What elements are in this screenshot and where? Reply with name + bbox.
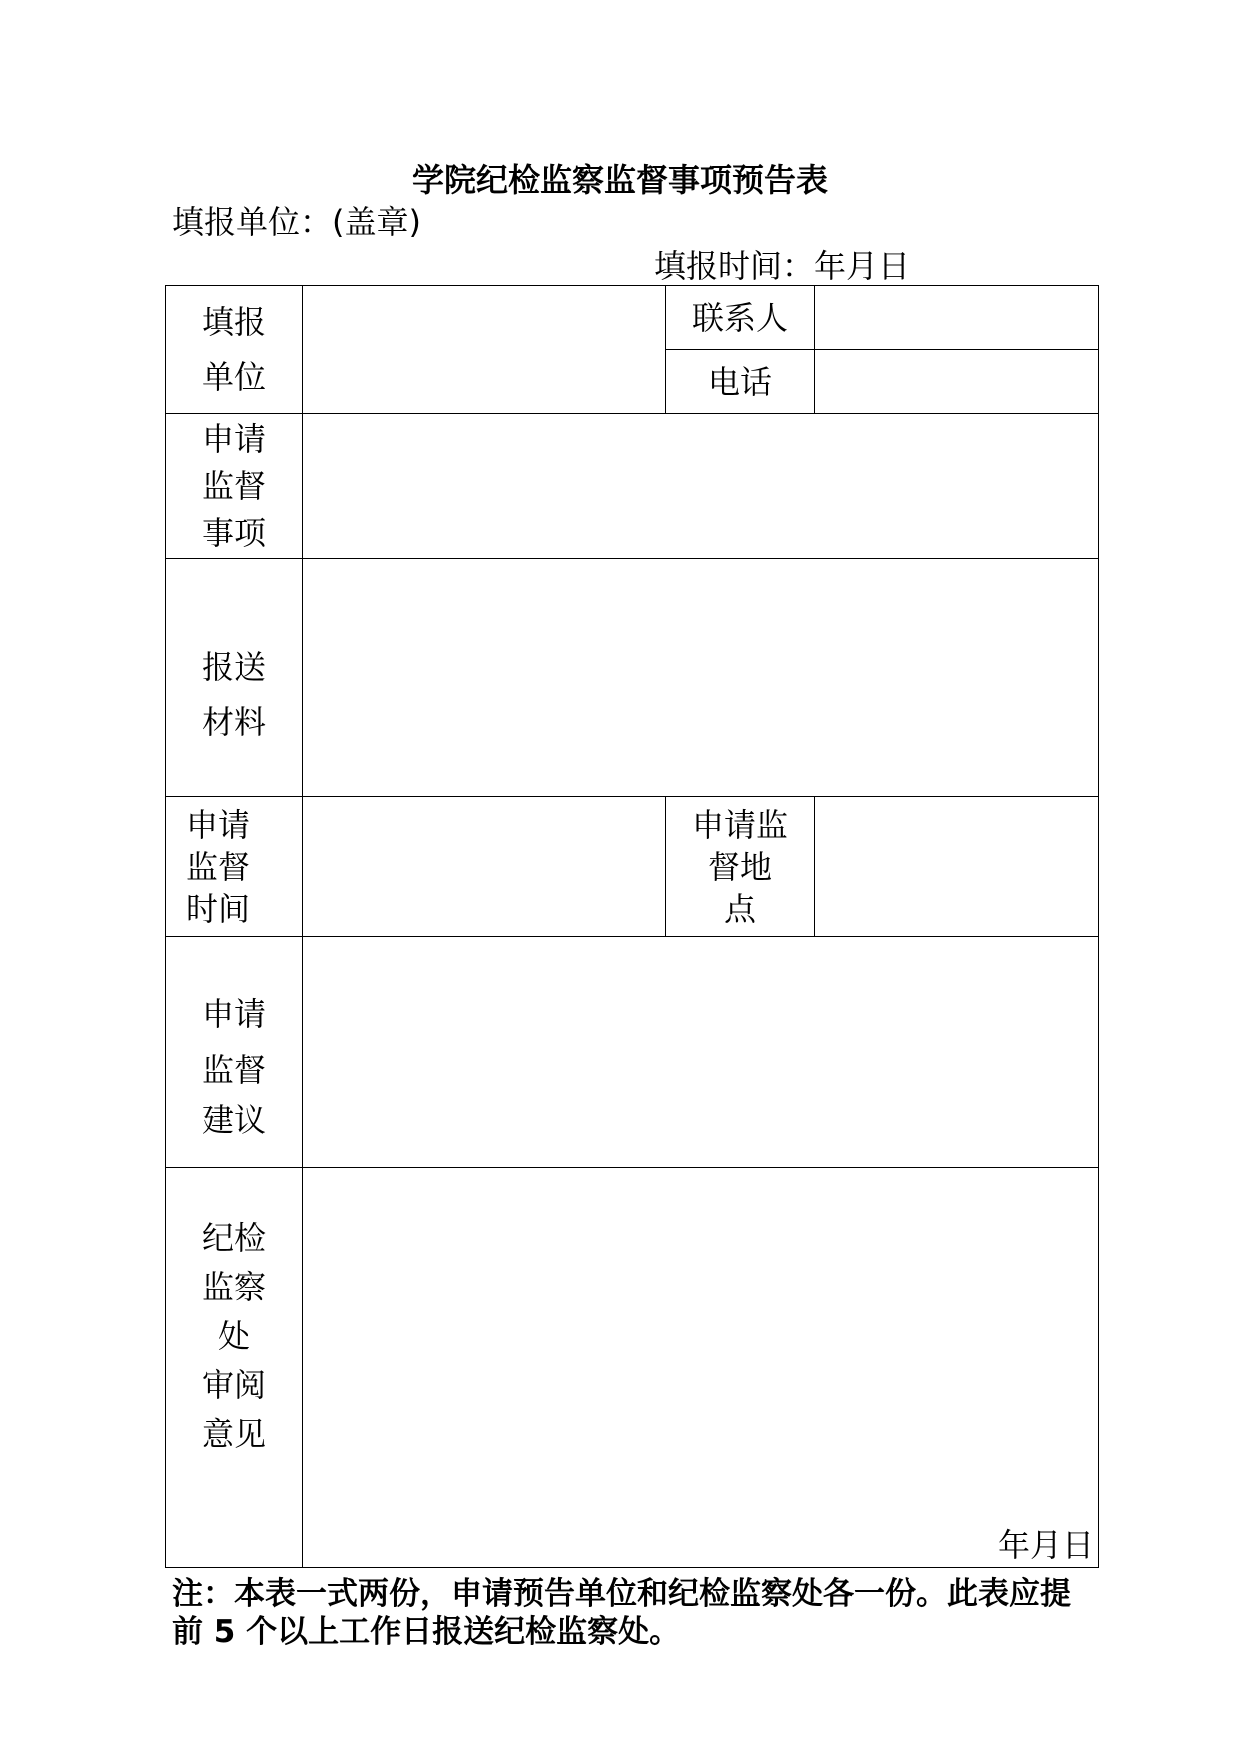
unit-label-cell <box>166 286 303 414</box>
footnote: 注：本表一式两份，申请预告单位和纪检监察处各一份。此表应提前 5 个以上工作日报送纪检监察处。 <box>172 1576 1071 1650</box>
form-title: 学院纪检监察监督事项预告表 <box>411 161 828 199</box>
review-label-line-1: 纪检 <box>201 1219 266 1257</box>
matter-label-line-3: 事项 <box>201 514 266 552</box>
filing-date-line: 填报时间：年月日 <box>654 247 911 285</box>
review-date: 年月日 <box>997 1526 1094 1564</box>
review-label-line-5: 意见 <box>201 1415 266 1453</box>
review-label-line-3: 处 <box>217 1317 250 1355</box>
unit-label-line-2: 单位 <box>201 357 266 396</box>
suggestion-label-line-2: 监督 <box>201 1051 266 1089</box>
time-label-line-3: 时间 <box>186 889 251 928</box>
suggestion-label-line-1: 申请 <box>201 995 266 1033</box>
materials-label-line-2: 材料 <box>201 702 266 741</box>
matter-field[interactable] <box>303 414 1099 559</box>
review-label-cell <box>166 1168 303 1568</box>
phone-label: 电话 <box>666 350 815 414</box>
location-label-line-2: 督地 <box>707 847 772 886</box>
location-label-cell <box>666 797 815 937</box>
location-label-line-3: 点 <box>723 889 756 928</box>
review-label-line-2: 监察 <box>201 1268 266 1306</box>
matter-label-cell <box>166 414 303 559</box>
time-label-cell <box>166 797 303 937</box>
review-field[interactable] <box>303 1168 1099 1568</box>
suggestion-label-cell <box>166 937 303 1168</box>
location-field[interactable] <box>815 797 1099 937</box>
time-field[interactable] <box>303 797 666 937</box>
materials-label-line-1: 报送 <box>201 647 266 686</box>
contact-label: 联系人 <box>666 286 815 350</box>
matter-label-line-1: 申请 <box>201 420 266 458</box>
phone-field[interactable] <box>815 350 1099 414</box>
materials-field[interactable] <box>303 559 1099 797</box>
unit-label-line-1: 填报 <box>201 302 266 341</box>
suggestion-label-line-3: 建议 <box>201 1101 266 1139</box>
contact-field[interactable] <box>815 286 1099 350</box>
suggestion-field[interactable] <box>303 937 1099 1168</box>
materials-label-cell <box>166 559 303 797</box>
time-label-line-2: 监督 <box>186 847 251 886</box>
matter-label-line-2: 监督 <box>201 467 266 505</box>
location-label-line-1: 申请监 <box>691 805 788 844</box>
supervision-form-table <box>165 285 1099 1568</box>
time-label-line-1: 申请 <box>186 805 251 844</box>
filing-unit-line: 填报单位：(盖章) <box>172 203 421 241</box>
review-label-line-4: 审阅 <box>201 1366 266 1404</box>
unit-field[interactable] <box>303 286 666 414</box>
